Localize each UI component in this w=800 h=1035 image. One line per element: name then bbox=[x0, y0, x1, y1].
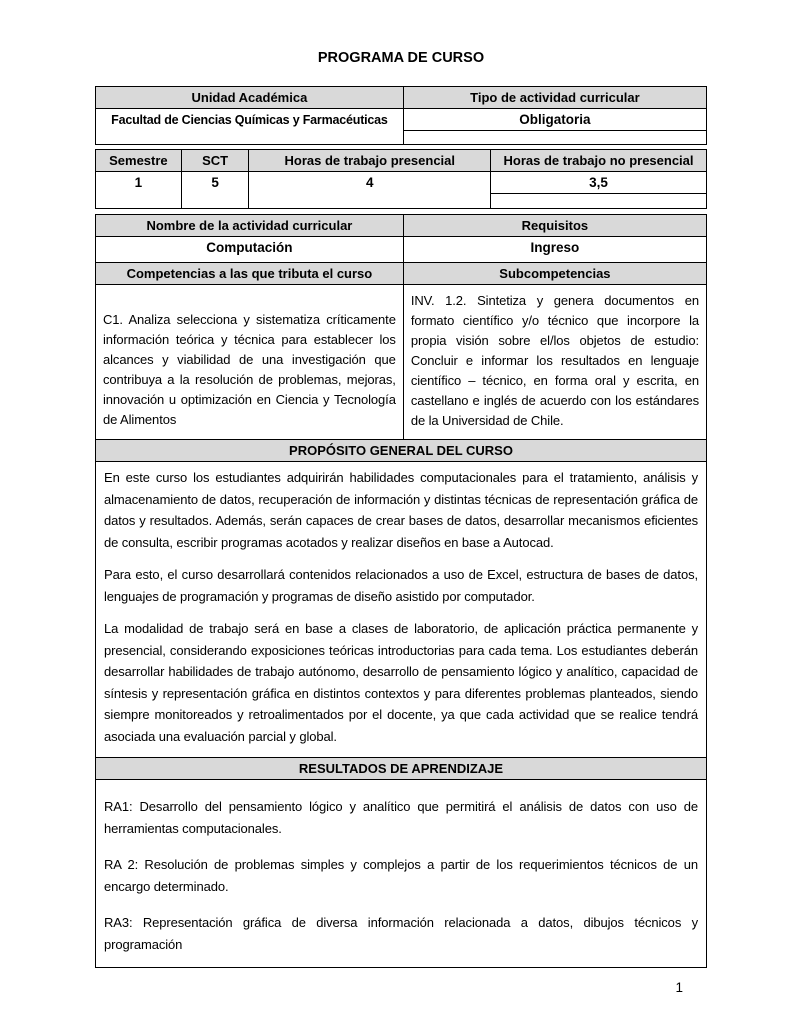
proposito-header: PROPÓSITO GENERAL DEL CURSO bbox=[96, 440, 706, 461]
page-number: 1 bbox=[675, 980, 683, 995]
table-row bbox=[96, 262, 706, 284]
unidad-academica-table bbox=[95, 86, 707, 145]
horas-presencial-header: Horas de trabajo presencial bbox=[248, 150, 490, 171]
empty-cell bbox=[404, 131, 706, 144]
resultados-section bbox=[96, 780, 706, 967]
unidad-academica-value: Facultad de Ciencias Químicas y Farmacéuticas bbox=[111, 113, 388, 127]
table-row bbox=[96, 87, 706, 108]
sct-value: 5 bbox=[181, 172, 249, 208]
table-row bbox=[96, 215, 706, 236]
resultado-paragraph: RA 2: Resolución de problemas simples y complejos a partir de los requerimientos técnicos de un encargo determinado. bbox=[104, 857, 698, 894]
resultado-paragraph: RA3: Representación gráfica de diversa información relacionada a datos, dibujos técnicos y programación bbox=[104, 915, 698, 952]
document-content bbox=[95, 0, 707, 995]
horas-no-presencial-value: 3,5 bbox=[491, 172, 706, 194]
tipo-actividad-value: Obligatoria bbox=[404, 109, 706, 131]
page-title: PROGRAMA DE CURSO bbox=[317, 50, 485, 66]
subcompetencias-header: Subcompetencias bbox=[403, 263, 706, 284]
table-row bbox=[96, 461, 706, 757]
table-row bbox=[96, 757, 706, 779]
requisitos-value: Ingreso bbox=[403, 237, 706, 262]
resultado-paragraph: RA1: Desarrollo del pensamiento lógico y analítico que permitirá el análisis de datos con uso de herramientas computacionales. bbox=[104, 799, 698, 836]
table-row bbox=[96, 150, 706, 171]
proposito-paragraph: En este curso los estudiantes adquirirán habilidades computacionales para el tratamiento, análisis y almacenamiento de datos, recuperación de información y distintas técnicas de representación gráfica de datos y resultados. Además, serán capaces de crear bases de datos, desarrollar mecanismos eficientes de consulta, escribir programas acotados y realizar diseños en base a Autocad. bbox=[104, 470, 698, 550]
curso-detalle-table bbox=[95, 214, 707, 968]
proposito-section bbox=[96, 462, 706, 757]
nombre-actividad-value: Computación bbox=[206, 240, 293, 255]
table-row bbox=[96, 284, 706, 439]
requisitos-header: Requisitos bbox=[403, 215, 706, 236]
table-row bbox=[96, 236, 706, 262]
unidad-academica-header: Unidad Académica bbox=[96, 87, 403, 108]
sct-header: SCT bbox=[181, 150, 249, 171]
semestre-header: Semestre bbox=[96, 150, 181, 171]
nombre-actividad-header: Nombre de la actividad curricular bbox=[96, 215, 403, 236]
table-row bbox=[96, 108, 706, 144]
subcompetencias-text: INV. 1.2. Sintetiza y genera documentos en formato científico y/o técnico que incorpore la propia visión sobre el/los objetos de estudio: Concluir e informar los resultados en lenguaje científico – técnico, en forma oral y escrita, en castellano e inglés de acuerdo con los estándares de la Universidad de Chile. bbox=[403, 285, 706, 439]
horas-presencial-value: 4 bbox=[248, 172, 490, 208]
tipo-actividad-cell bbox=[403, 109, 706, 144]
proposito-paragraph: Para esto, el curso desarrollará contenidos relacionados a uso de Excel, estructura de bases de datos, lenguajes de programación y programas de diseño asistido por computador. bbox=[104, 567, 698, 604]
horas-no-presencial-cell bbox=[490, 172, 706, 208]
table-row bbox=[96, 439, 706, 461]
horas-no-presencial-header: Horas de trabajo no presencial bbox=[490, 150, 706, 171]
table-row bbox=[96, 171, 706, 208]
resultados-header: RESULTADOS DE APRENDIZAJE bbox=[96, 758, 706, 779]
semestre-horas-table bbox=[95, 149, 707, 209]
semestre-value: 1 bbox=[134, 175, 143, 190]
tipo-actividad-header: Tipo de actividad curricular bbox=[403, 87, 706, 108]
empty-cell bbox=[491, 194, 706, 208]
competencias-text: C1. Analiza selecciona y sistematiza críticamente información teórica y técnica para establecer los alcances y viabilidad de una investigación que contribuya a la resolución de problemas, mejoras, innovación u optimización en Ciencia y Tecnología de Alimentos bbox=[103, 312, 396, 427]
table-row bbox=[96, 779, 706, 967]
competencias-header: Competencias a las que tributa el curso bbox=[96, 263, 403, 284]
proposito-paragraph: La modalidad de trabajo será en base a clases de laboratorio, de aplicación práctica permanente y presencial, considerando exposiciones teóricas introductorias para cada tema. Los estudiantes deberán desarrollar habilidades de trabajo autónomo, desarrollo de pensamiento lógico y analítico, capacidad de síntesis y representación gráfica en distintos contextos y para diferentes problemas planteados, siendo siempre monitoreados y retroalimentados por el docente, ya que cada actividad que se realice tendrá asociada una evaluación parcial y global. bbox=[104, 621, 698, 744]
